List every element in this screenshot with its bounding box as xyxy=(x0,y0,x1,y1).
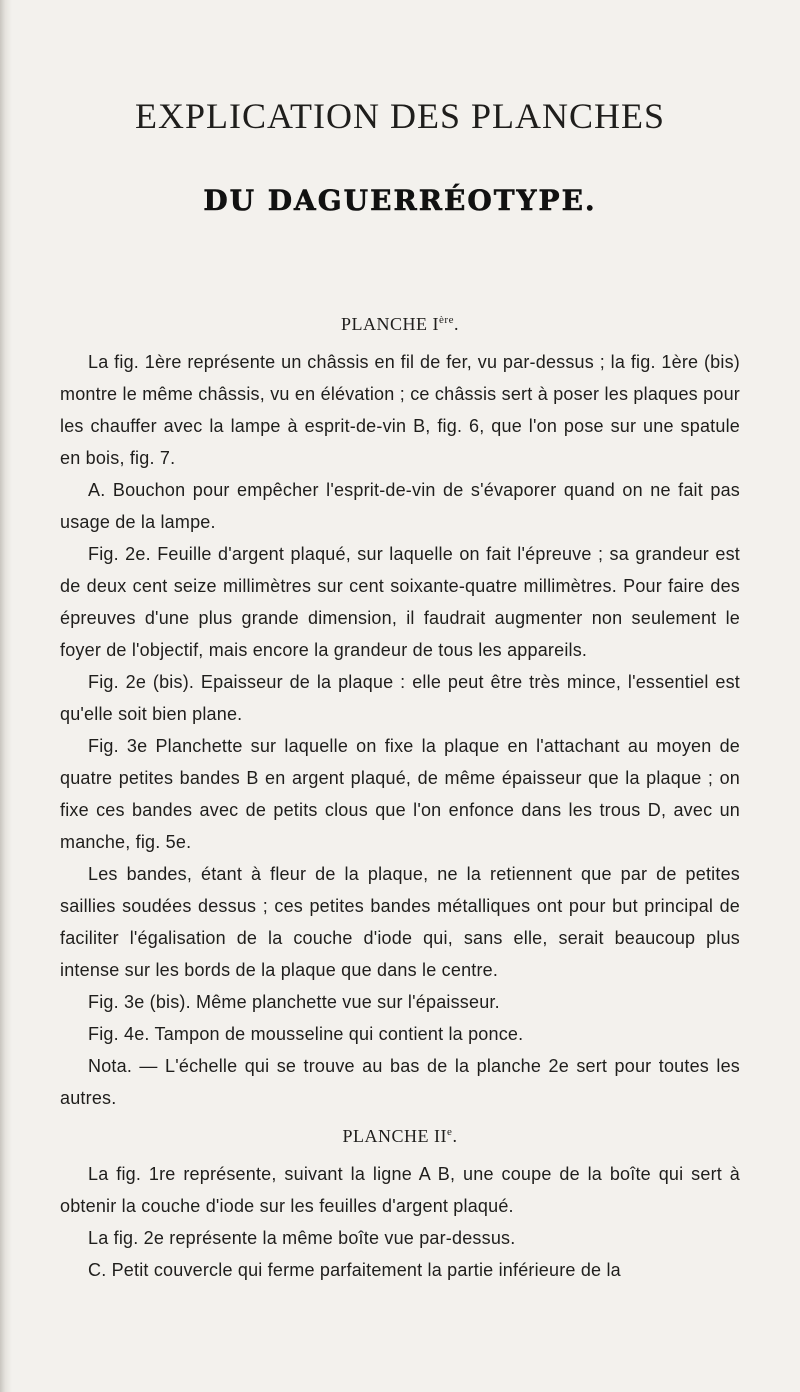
section-heading-planche-1: PLANCHE Ière. xyxy=(341,314,459,334)
paragraph: Fig. 2e (bis). Epaisseur de la plaque : elle peut être très mince, l'essentiel est qu'elle soit bien plane. xyxy=(60,672,740,724)
paragraph: La fig. 1re représente, suivant la ligne A B, une coupe de la boîte qui sert à obtenir la couche d'iode sur les feuilles d'argent plaqué. xyxy=(60,1164,740,1216)
section-body-planche-1 xyxy=(60,346,740,1114)
paragraph: Fig. 2e. Feuille d'argent plaqué, sur laquelle on fait l'épreuve ; sa grandeur est de deux cent seize millimètres sur cent soixante-quatre millimètres. Pour faire des épreuves d'une plus grande dimension, il faudrait augmenter non seulement le foyer de l'objectif, mais encore la grandeur de tous les appareils. xyxy=(60,544,740,660)
section-heading-text: PLANCHE I xyxy=(341,314,440,334)
paragraph: Fig. 3e Planchette sur laquelle on fixe la plaque en l'attachant au moyen de quatre petites bandes B en argent plaqué, de même épaisseur que la plaque ; on fixe ces bandes avec de petits clous que l'on enfonce dans les trous D, avec un manche, fig. 5e. xyxy=(60,736,740,852)
paragraph: Fig. 4e. Tampon de mousseline qui contient la ponce. xyxy=(88,1024,524,1044)
page-subtitle-text: DU DAGUERRÉOTYPE. xyxy=(203,184,597,217)
paragraph: Fig. 3e (bis). Même planchette vue sur l'épaisseur. xyxy=(88,992,500,1012)
paragraph: La fig. 1ère représente un châssis en fil de fer, vu par-dessus ; la fig. 1ère (bis) montre le même châssis, vu en élévation ; ce châssis sert à poser les plaques pour les chauffer avec la lampe à esprit-de-vin B, fig. 6, que l'on pose sur une spatule en bois, fig. 7. xyxy=(60,352,740,468)
page-title: EXPLICATION DES PLANCHES xyxy=(134,96,666,136)
paragraph: La fig. 2e représente la même boîte vue par-dessus. xyxy=(88,1228,516,1248)
section-heading-planche-2: PLANCHE IIe. xyxy=(342,1126,458,1146)
paragraph: Nota. — L'échelle qui se trouve au bas de la planche 2e sert pour toutes les autres. xyxy=(60,1056,740,1108)
section-heading-sup: e xyxy=(447,1126,453,1138)
paragraph: C. Petit couvercle qui ferme parfaitement la partie inférieure de la xyxy=(88,1260,621,1280)
page-subtitle xyxy=(0,185,800,217)
section-body-planche-2 xyxy=(60,1158,740,1286)
section-heading-text: PLANCHE II xyxy=(342,1126,448,1146)
paragraph: A. Bouchon pour empêcher l'esprit-de-vin de s'évaporer quand on ne fait pas usage de la lampe. xyxy=(60,480,740,532)
section-heading-sup: ère xyxy=(439,314,454,326)
paragraph: Les bandes, étant à fleur de la plaque, ne la retiennent que par de petites saillies soudées dessus ; ces petites bandes métalliques ont pour but principal de faciliter l'égalisation de la couche d'iode qui, sans elle, serait beaucoup plus intense sur les bords de la plaque que dans le centre. xyxy=(60,864,740,980)
